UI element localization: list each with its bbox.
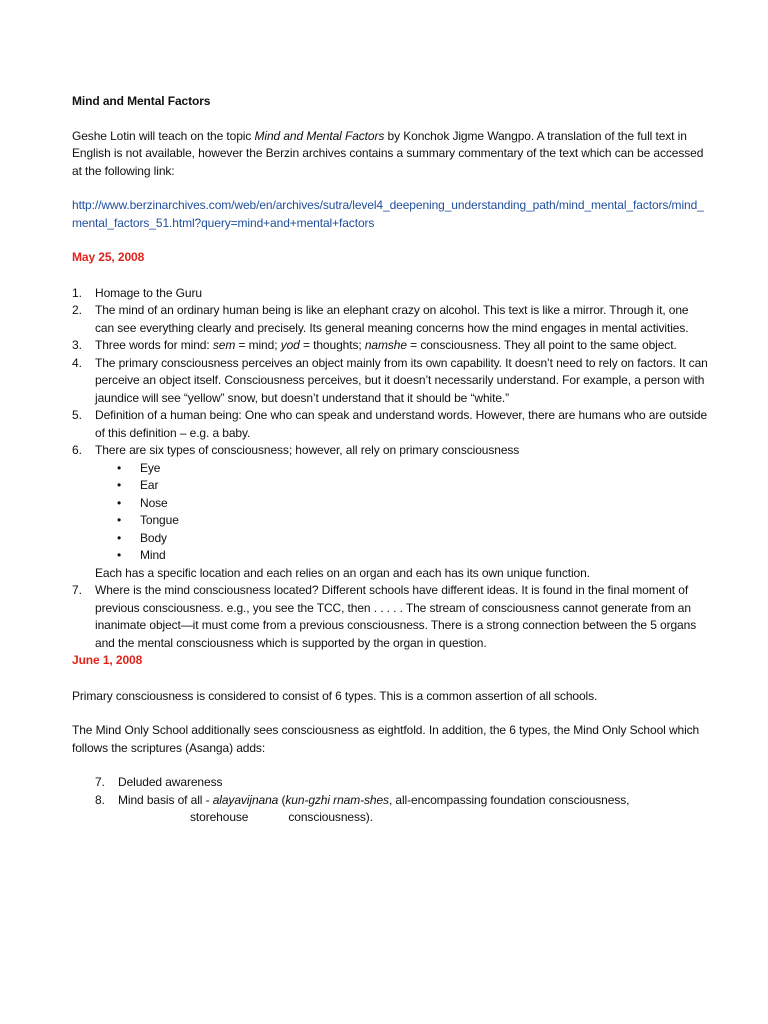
document-title: Mind and Mental Factors <box>72 94 211 108</box>
term-sem: sem <box>212 338 236 352</box>
intro-italic-title: Mind and Mental Factors <box>254 128 385 143</box>
bullet-text: Mind <box>140 548 166 562</box>
date-heading-may: May 25, 2008 <box>72 250 145 264</box>
list-item <box>72 355 708 408</box>
item-number: 8. <box>95 792 105 807</box>
bullet-item <box>95 460 708 478</box>
numbered-list-2 <box>72 774 708 827</box>
item-text-part: ( <box>278 792 286 807</box>
item-number: 3. <box>72 338 82 352</box>
intro-paragraph <box>72 128 708 181</box>
item-text: Where is the mind consciousness located? Different schools have different ideas. It is found in the final moment of previous consciousness. e.g., you see the TCC, then . . . . . The stream of consciousness cannot generate from an inanimate object—it must come from a previous consciousness. There is a strong connection between the 5 organs and the mental consciousness which is supported by the organ in question. <box>95 583 697 650</box>
bullet-item <box>95 477 708 495</box>
item-text: The primary consciousness perceives an object mainly from its own capability. It doesn’t need to rely on factors. It can perceive an object itself. Consciousness perceives, but it doesn’t necessarily understand. For example, a person with jaundice will see “yellow” snow, but doesn’t understand that it should be “white.” <box>95 355 708 405</box>
item-text-part: = consciousness. They all point to the same object. <box>406 338 677 352</box>
item-text: Definition of a human being: One who can speak and understand words. However, there are humans who are outside of this definition – e.g. a baby. <box>95 408 708 440</box>
item-text-part: storehouse <box>190 810 249 824</box>
bullet-text: Tongue <box>140 513 179 527</box>
item-text-part: Mind basis of all - <box>118 792 213 807</box>
bullet-item <box>95 495 708 513</box>
berzin-archive-link[interactable]: http://www.berzinarchives.com/web/en/archives/sutra/level4_deepening_understanding_path/mind_mental_factors/mind_mental_factors_51.html?query=mind+and+mental+factors <box>72 198 704 230</box>
term-alayavijnana: alayavijnana <box>212 792 279 807</box>
bullet-text: Ear <box>140 478 159 492</box>
bullet-text: Eye <box>140 460 161 475</box>
item-text: Homage to the Guru <box>95 285 202 300</box>
item-text: Deluded awareness <box>118 775 223 789</box>
item-number: 7. <box>72 583 82 597</box>
list-item <box>72 285 708 303</box>
item-text-part: Three words for mind: <box>95 338 213 352</box>
item-text-part: , all-encompassing foundation consciousness, <box>388 792 630 807</box>
item-number: 1. <box>72 285 82 300</box>
bullet-icon: • <box>117 460 122 475</box>
bullet-text: Nose <box>140 495 168 510</box>
list-item <box>72 442 708 582</box>
date-heading-june: June 1, 2008 <box>72 653 143 667</box>
term-yod: yod <box>280 338 300 352</box>
term-namshe: namshe <box>364 338 407 352</box>
list-item <box>72 302 708 337</box>
bullet-icon: • <box>117 478 122 492</box>
list-item <box>95 792 708 827</box>
list-item <box>72 337 708 355</box>
bullet-item <box>95 512 708 530</box>
term-kun-gzhi: kun-gzhi rnam-shes <box>285 792 389 807</box>
bullet-icon: • <box>117 530 122 545</box>
intro-text-2: by Konchok Jigme Wangpo. A translation of the full text in English is not available, however the Berzin archives contains a summary commentary of the text which can be accessed at the following link: <box>72 128 704 178</box>
list-item <box>95 774 708 792</box>
bullet-icon: • <box>117 495 122 510</box>
item-text-part: = thoughts; <box>299 338 365 352</box>
item-text: There are six types of consciousness; however, all rely on primary consciousness <box>95 443 520 457</box>
paragraph-primary-consciousness: Primary consciousness is considered to consist of 6 types. This is a common assertion of all schools. <box>72 688 598 703</box>
bullet-icon: • <box>117 513 122 527</box>
paragraph-mind-only-school: The Mind Only School additionally sees consciousness as eightfold. In addition, the 6 types, the Mind Only School which follows the scriptures (Asanga) adds: <box>72 723 700 755</box>
item-number: 7. <box>95 775 105 789</box>
item-number: 4. <box>72 355 82 370</box>
list-item <box>72 582 708 652</box>
item-text-part: = mind; <box>235 338 281 352</box>
intro-text-1: Geshe Lotin will teach on the topic <box>72 128 255 143</box>
item-number: 5. <box>72 408 82 422</box>
item-text-part: consciousness). <box>288 810 373 824</box>
consciousness-types-list <box>95 460 708 565</box>
item-number: 6. <box>72 443 82 457</box>
numbered-list-1 <box>72 285 708 653</box>
list-item <box>72 407 708 442</box>
bullet-item <box>95 530 708 548</box>
bullet-item <box>95 547 708 565</box>
item-number: 2. <box>72 303 82 317</box>
bullet-icon: • <box>117 548 122 562</box>
item-followup-text: Each has a specific location and each relies on an organ and each has its own unique function. <box>95 565 590 580</box>
item-text: The mind of an ordinary human being is like an elephant crazy on alcohol. This text is like a mirror. Through it, one can see everything clearly and precisely. Its general meaning concerns how the mind engages in mental activities. <box>95 303 689 335</box>
bullet-text: Body <box>140 530 167 545</box>
